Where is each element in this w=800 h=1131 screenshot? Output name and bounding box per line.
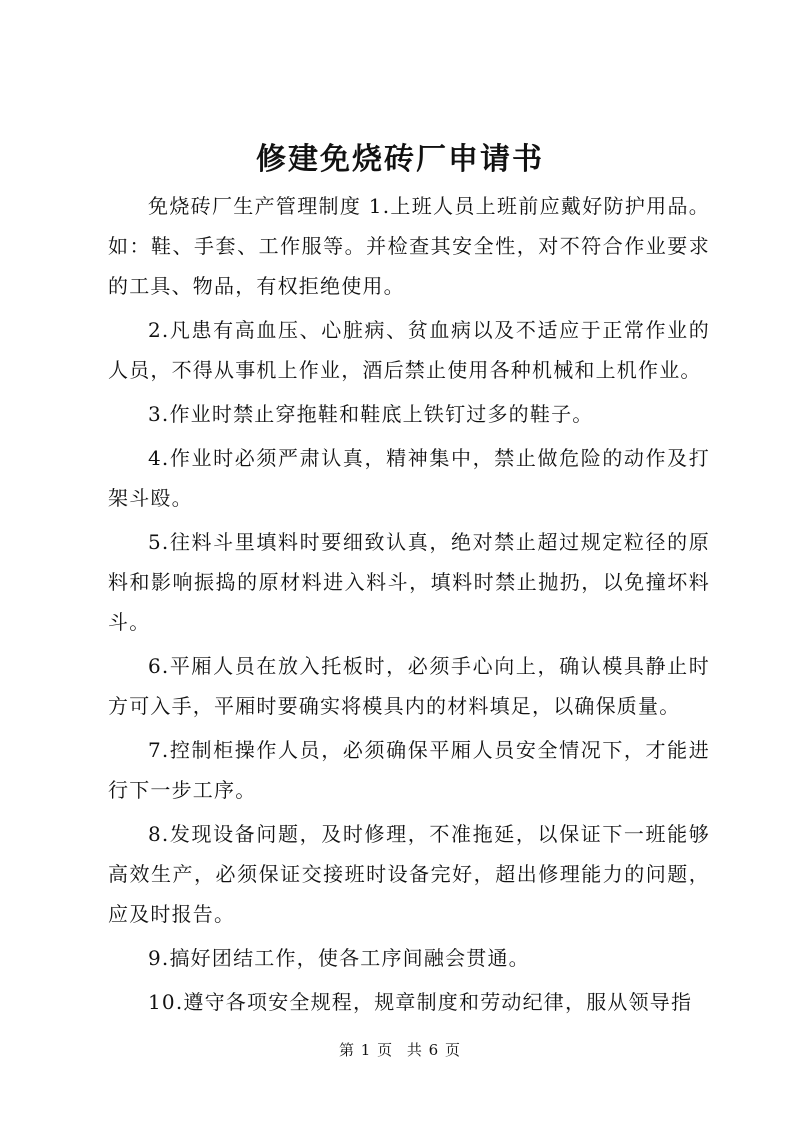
paragraph-5: 5.往料斗里填料时要细致认真，绝对禁止超过规定粒径的原料和影响振捣的原材料进入料斗，填料时禁止抛扔，以免撞坏料斗。 [108, 530, 710, 634]
paragraph-6: 6.平厢人员在放入托板时，必须手心向上，确认模具静止时方可入手，平厢时要确实将模具内的材料填足，以确保质量。 [108, 654, 710, 718]
page-count: 共 6 页 [406, 1041, 461, 1059]
document-body [108, 186, 710, 1022]
paragraph-9: 9.搞好团结工作，使各工序间融会贯通。 [148, 946, 530, 970]
document-title: 修建免烧砖厂申请书 [256, 142, 544, 177]
page-footer [0, 1040, 800, 1060]
paragraph-8: 8.发现设备问题，及时修理，不准拖延，以保证下一班能够高效生产，必须保证交接班时设备完好，超出修理能力的问题，应及时报告。 [108, 822, 710, 926]
paragraph-3: 3.作业时禁止穿拖鞋和鞋底上铁钉过多的鞋子。 [148, 402, 594, 426]
page-number: 第 1 页 [339, 1041, 394, 1059]
paragraph-4: 4.作业时必须严肃认真，精神集中，禁止做危险的动作及打架斗殴。 [108, 446, 710, 510]
paragraph-2: 2.凡患有高血压、心脏病、贫血病以及不适应于正常作业的人员，不得从事机上作业，酒后禁止使用各种机械和上机作业。 [108, 318, 710, 382]
paragraph-1: 免烧砖厂生产管理制度 1.上班人员上班前应戴好防护用品。如：鞋、手套、工作服等。并检查其安全性，对不符合作业要求的工具、物品，有权拒绝使用。 [108, 194, 710, 298]
paragraph-7: 7.控制柜操作人员，必须确保平厢人员安全情况下，才能进行下一步工序。 [108, 738, 710, 802]
paragraph-10: 10.遵守各项安全规程，规章制度和劳动纪律，服从领导指 [148, 990, 693, 1014]
